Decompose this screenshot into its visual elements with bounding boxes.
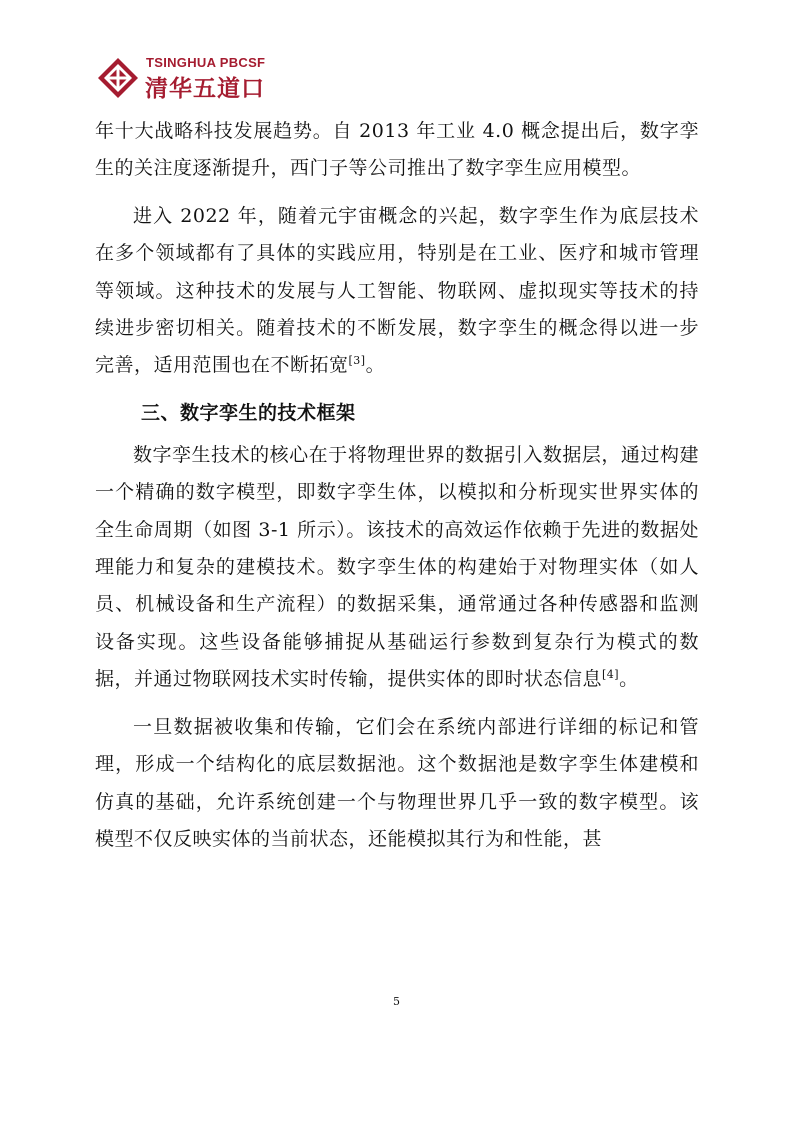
citation-3: [3] (348, 354, 366, 368)
paragraph-3-text: 数字孪生技术的核心在于将物理世界的数据引入数据层，通过构建一个精确的数字模型，即数字孪生体，以模拟和分析现实世界实体的全生命周期（如图 3-1 所示）。该技术的高效运作依赖于先进的数据处理能力和复杂的建模技术。数字孪生体的构建始于对物理实体（如人员、机械设备和生产流程）的数据采集，通常通过各种传感器和监测设备实现。这些设备能够捕捉从基础运行参数到复杂行为模式的数据，并通过物联网技术实时传输，提供实体的即时状态信息 (95, 443, 699, 691)
section-heading: 三、数字孪生的技术框架 (141, 401, 356, 424)
tsinghua-logo-icon (96, 57, 140, 99)
page-number: 5 (393, 995, 400, 1008)
paragraph-4: 一旦数据被收集和传输，它们会在系统内部进行详细的标记和管理，形成一个结构化的底层数据池。这个数据池是数字孪生体建模和仿真的基础，允许系统创建一个与物理世界几乎一致的数字模型。该模型不仅反映实体的当前状态，还能模拟其行为和性能，甚 (95, 715, 699, 850)
header-logo (96, 55, 316, 103)
paragraph-3 (95, 437, 699, 699)
logo-english-text: TSINGHUA PBCSF (146, 55, 266, 70)
paragraph-3-end: 。 (619, 668, 639, 691)
paragraph-2 (95, 198, 699, 385)
paragraph-2-end: 。 (365, 354, 386, 377)
paragraph-1: 年十大战略科技发展趋势。自 2013 年工业 4.0 概念提出后，数字孪生的关注度逐渐提升，西门子等公司推出了数字孪生应用模型。 (95, 120, 699, 180)
logo-chinese-text: 清华五道口 (145, 76, 265, 102)
document-body (95, 113, 699, 858)
citation-4: [4] (602, 668, 620, 682)
paragraph-2-text: 进入 2022 年，随着元宇宙概念的兴起，数字孪生作为底层技术在多个领域都有了具体的实践应用，特别是在工业、医疗和城市管理等领域。这种技术的发展与人工智能、物联网、虚拟现实等技术的持续进步密切相关。随着技术的不断发展，数字孪生的概念得以进一步完善，适用范围也在不断拓宽 (95, 204, 699, 377)
